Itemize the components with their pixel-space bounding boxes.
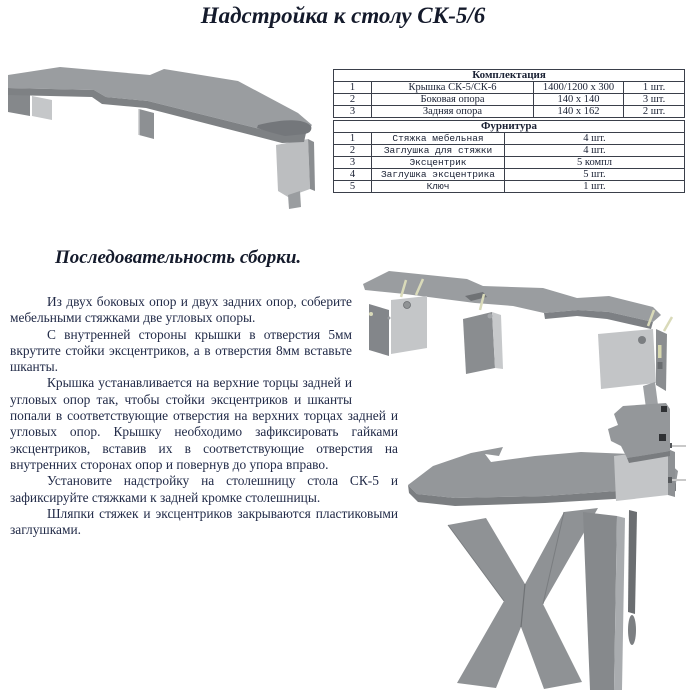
cell-qty: 4 шт. [505,133,685,145]
cell-num: 3 [334,157,372,169]
table-header-row [334,121,685,133]
cell-size: 140 x 140 [534,94,624,106]
cell-name: Стяжка мебельная [372,133,505,145]
riser-on-desk [608,403,686,501]
assembled-riser-figure [0,55,330,220]
cell-qty: 2 шт. [624,106,685,118]
riser-right-support [276,139,315,209]
cell-name: Заглушка для стяжки [372,145,505,157]
cell-qty: 4 шт. [505,145,685,157]
cell-name: Задняя опора [372,106,534,118]
cell-qty: 1 шт. [624,82,685,94]
assembly-instructions [10,294,398,538]
page-title: Надстройка к столу СК-5/6 [200,3,486,28]
paragraph: Из двух боковых опор и двух задних опор, соберите мебельными стяжками две угловых опоры. [10,294,352,326]
paragraph: Установите надстройку на столешницу стола СК-5 и зафиксируйте стяжками к задней кромке столешницы. [10,473,398,505]
cell-name: Эксцентрик [372,157,505,169]
table-row [334,157,685,169]
cell-num: 5 [334,181,372,193]
section-heading: Последовательность сборки. [55,247,302,268]
cell-num: 1 [334,133,372,145]
cell-name: Боковая опора [372,94,534,106]
table-row [334,133,685,145]
paragraph: Шляпки стяжек и эксцентриков закрываются пластиковыми заглушками. [10,505,398,538]
komplekt-table [333,69,685,118]
komplekt-header: Комплектация [334,70,685,82]
furnitura-header: Фурнитура [334,121,685,133]
cell-num: 2 [334,145,372,157]
paragraph: Крышка устанавливается на верхние торцы задней и угловых опор так, чтобы стойки эксцентриков и шканты попали в соответствующие отверстия на верхних торцах задней и угловых опор. Крышку необходимо зафиксировать гайками эксцентриков, вставив их в соответствующие отверстия на внутренних сторонах опор и повернув до упора вправо. [10,375,398,472]
desk-rear-leg [583,510,637,690]
table-row [334,106,685,118]
cell-name: Крышка СК-5/СК-6 [372,82,534,94]
cell-num: 3 [334,106,372,118]
cell-size: 1400/1200 x 300 [534,82,624,94]
table-header-row [334,70,685,82]
cell-qty: 1 шт. [505,181,685,193]
cell-name: Заглушка эксцентрика [372,169,505,181]
desk-x-leg [448,508,598,689]
cell-num: 1 [334,82,372,94]
table-row [334,82,685,94]
table-row [334,169,685,181]
table-row [334,145,685,157]
table-row [334,94,685,106]
cell-qty: 3 шт. [624,94,685,106]
riser-top-board [8,67,312,143]
cell-num: 2 [334,94,372,106]
table-row [334,181,685,193]
riser-middle-support [139,109,154,139]
cell-num: 4 [334,169,372,181]
furnitura-table [333,120,685,193]
desk-assembly-figure [385,390,686,700]
text-wrap-spacer [352,294,398,393]
paragraph: С внутренней стороны крышки в отверстия 5мм вкрутите стойки эксцентриков, а в отверстия 8мм вставьте шканты. [10,326,352,375]
cell-qty: 5 шт. [505,169,685,181]
cell-size: 140 x 162 [534,106,624,118]
cell-name: Ключ [372,181,505,193]
parts-tables [333,69,684,193]
exploded-middle-support [463,294,503,374]
cell-qty: 5 компл [505,157,685,169]
